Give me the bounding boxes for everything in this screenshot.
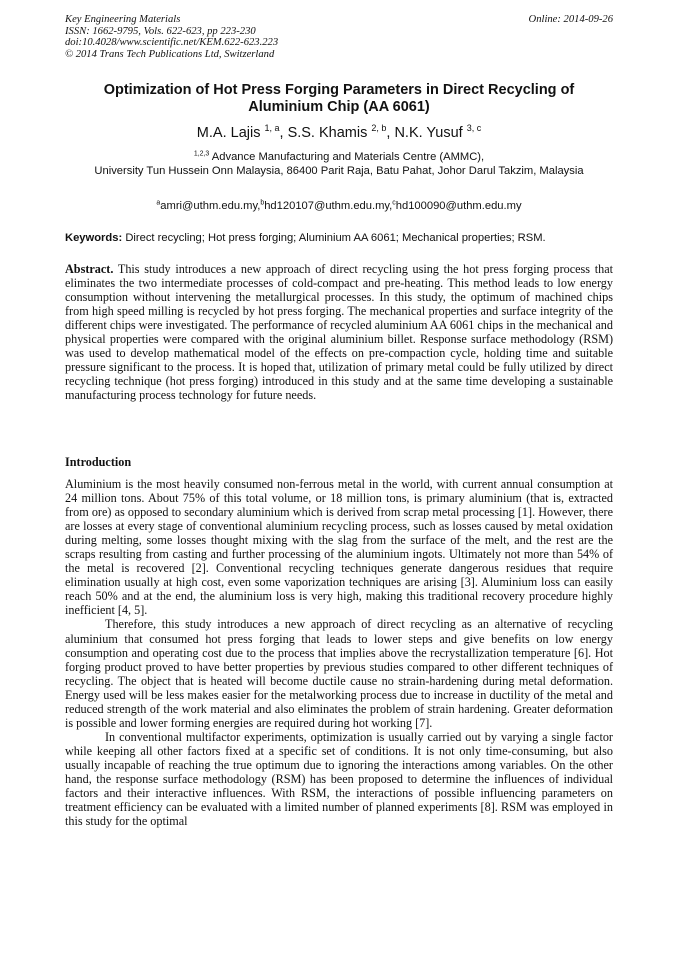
paragraph: Therefore, this study introduces a new approach of direct recycling as an alternative of recycling aluminium that consumed hot press forging that leads to lower steps and give benefits on low energy consumption and operating cost due to the process that implies above the recrystallization temperature [6]. Hot forging product proved to have better properties by previous studies compared to other different techniques of recycling. The object that is heated will become ductile cause no strain-hardening during metal deformation. Energy used will be less makes easier for the metalworking process due to increase in ductility of the metal and reduced strength of the work material and also eliminates the problem of strain hardening. Greater deformation is possible and lower forming energies are required during hot working [7]. bbox=[65, 617, 613, 730]
affiliation bbox=[65, 150, 613, 179]
journal-info bbox=[65, 14, 278, 60]
section-heading-introduction: Introduction bbox=[65, 455, 132, 469]
email-link[interactable]: hd120107@uthm.edu.my, bbox=[264, 200, 393, 212]
abstract-text: This study introduces a new approach of direct recycling using the hot press forging process that eliminates the two intermediate processes of cold-compact and pre-heating. This method leads to low energy consumption without intervening the metallurgical processes. In this study, the optimum of machined chips from high speed milling is recycled by hot press forging. The mechanical properties and surface integrity of the different chips were investigated. The performance of recycled aluminium AA 6061 chips in the mechanical and physical properties were compared with the original aluminium billet. Response surface methodology (RSM) was used to develop mathematical model of the effects on pre-compaction cycle, holding time and suitable pressure significant to the process. It is hoped that, utilization of primary metal could be fully utilized by direct recycling technique (hot press forging) introduced in this study and at the same time developing a sustainable manufacturing process technology for future needs. bbox=[65, 262, 613, 403]
author-sup: 2, b bbox=[371, 123, 387, 134]
affiliation-sup: 1,2,3 bbox=[193, 150, 210, 158]
keywords-label: Keywords: bbox=[65, 232, 123, 244]
journal-name: Key Engineering Materials bbox=[65, 14, 181, 25]
email-link[interactable]: amri@uthm.edu.my, bbox=[160, 200, 261, 212]
keywords-text: Direct recycling; Hot press forging; Aluminium AA 6061; Mechanical properties; RSM. bbox=[125, 232, 546, 244]
paragraph: Aluminium is the most heavily consumed non-ferrous metal in the world, with current annual consumption at 24 million tons. About 75% of this total volume, or 18 million tons, is primary aluminium (that is, extracted from ore) as opposed to secondary aluminium which is derived from scrap metal processing [1]. However, there are losses at every stage of conventional aluminium recycling process, such as losses caused by metal oxidation during melting, some losses thought mixing with the slag from the surface of the melt, and the rest are the scraps resulting from casting and further processing of the aluminium ingots. Ultimately not more than 54% of the metal is recovered [2]. Conventional recycling techniques generate dangerous residues that require elimination usually at high cost, even some vaporization techniques are arising [3]. Aluminium loss can easily reach 50% and at the end, the aluminium loss is very high, making this traditional recovery procedure highly inefficient [4, 5]. bbox=[65, 477, 613, 618]
issn-line: ISSN: 1662-9795, Vols. 622-623, pp 223-230 bbox=[65, 25, 256, 37]
email-sup: a bbox=[156, 199, 161, 207]
author-sup: 3, c bbox=[466, 123, 482, 134]
email-link[interactable]: hd100090@uthm.edu.my bbox=[395, 200, 522, 212]
abstract-label: Abstract. bbox=[65, 262, 114, 276]
copyright-line: © 2014 Trans Tech Publications Ltd, Switzerland bbox=[65, 48, 275, 60]
abstract bbox=[65, 262, 613, 402]
author-name: S.S. Khamis bbox=[287, 125, 368, 141]
author-name: M.A. Lajis bbox=[196, 125, 261, 141]
online-date: Online: 2014-09-26 bbox=[528, 14, 613, 25]
doi-line: doi:10.4028/www.scientific.net/KEM.622-623.223 bbox=[65, 37, 279, 49]
email-sup: b bbox=[260, 199, 265, 207]
author-name: N.K. Yusuf bbox=[394, 125, 463, 141]
introduction-body bbox=[65, 477, 613, 828]
author-list: M.A. Lajis $^{1, a}$, S.S. Khamis $^{2, b}$, N.K. Yusuf $^{3, c}$ bbox=[196, 123, 482, 141]
paragraph: In conventional multifactor experiments, optimization is usually carried out by varying a single factor while keeping all other factors fixed at a specific set of conditions. It is not only time-consuming, but also usually incapable of reaching the true optimum due to ignoring the interactions among variables. On the other hand, the response surface methodology (RSM) has been proposed to determine the influences of individual factors and their interactive influences. With RSM, the interactions of possible influencing parameters on treatment efficiency can be evaluated with a limited number of planned experiments [8]. RSM was employed in this study for the optimal bbox=[65, 729, 613, 829]
email-sup: c bbox=[392, 199, 396, 207]
affiliation-line2: University Tun Hussein Onn Malaysia, 86400 Parit Raja, Batu Pahat, Johor Darul Takzim, Malaysia bbox=[94, 165, 584, 178]
paper-title: Optimization of Hot Press Forging Parameters in Direct Recycling of Aluminium Chip (AA 6061) bbox=[103, 82, 575, 115]
author-sup: 1, a bbox=[264, 123, 280, 134]
email-list bbox=[65, 199, 613, 213]
affiliation-line1: Advance Manufacturing and Materials Centre (AMMC), bbox=[211, 151, 485, 163]
keywords bbox=[65, 231, 613, 245]
